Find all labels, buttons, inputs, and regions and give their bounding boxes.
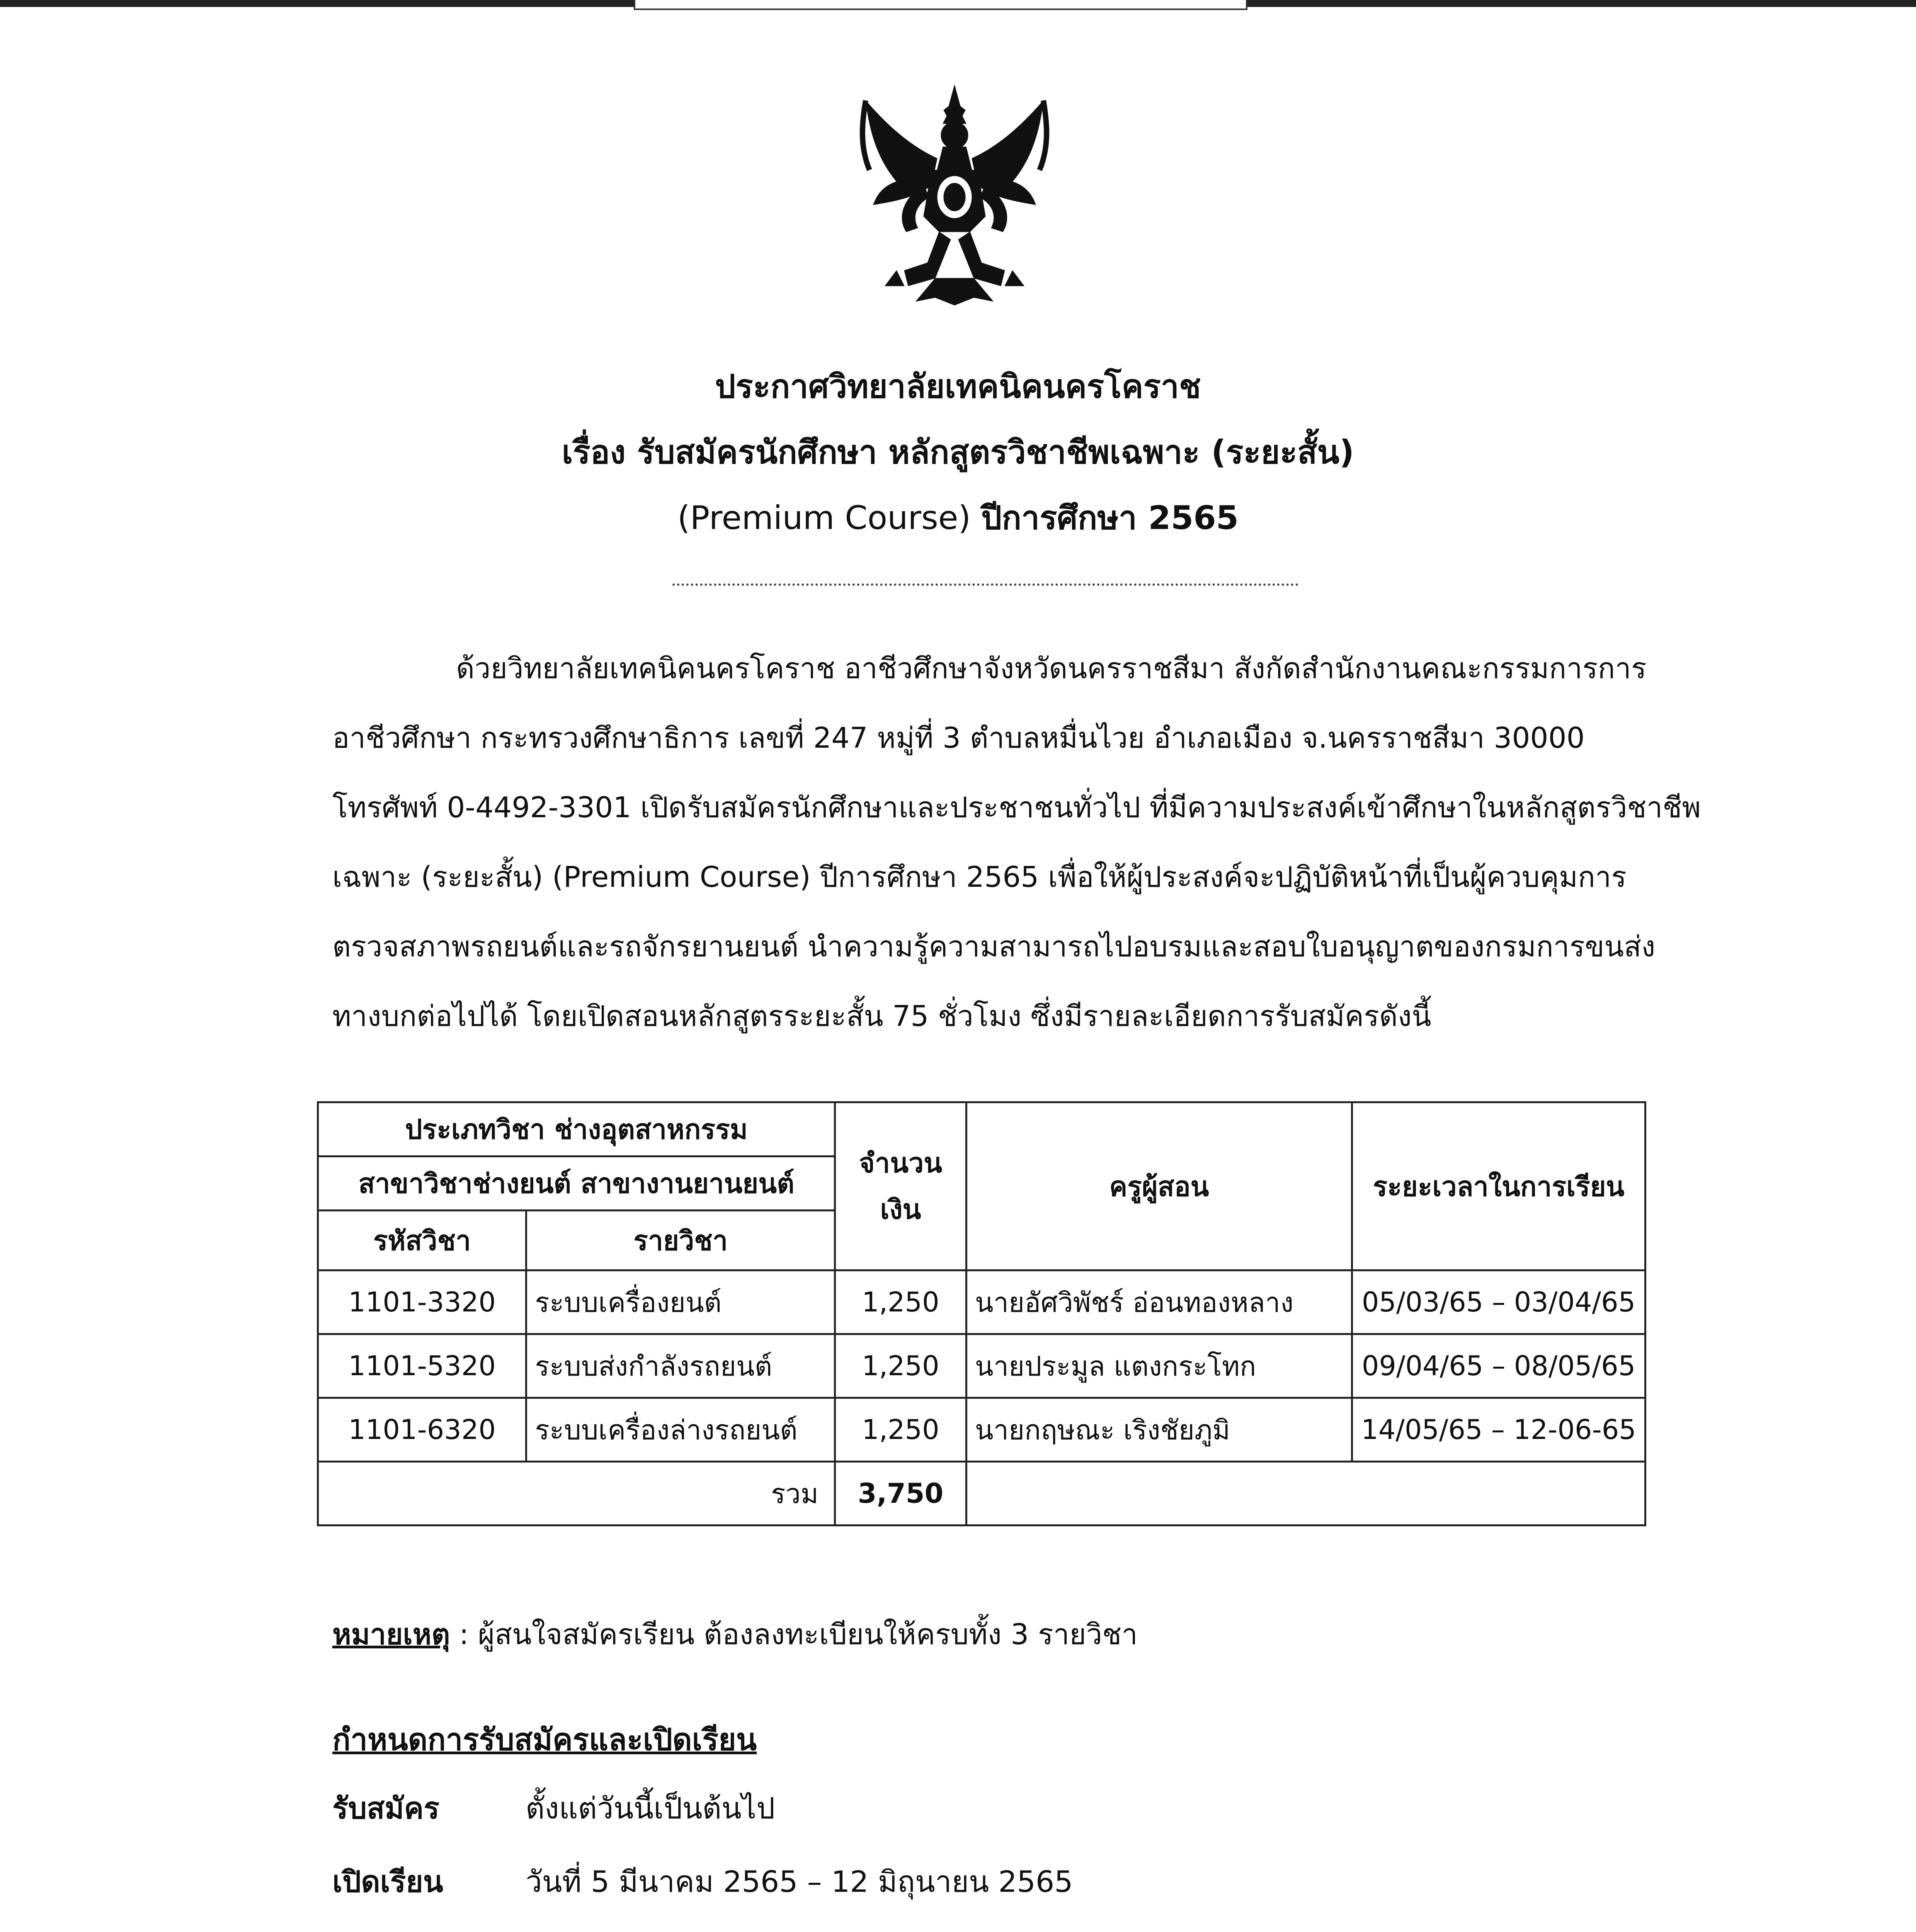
academic-year: ปีการศึกษา 2565: [981, 499, 1239, 537]
course-teacher: นายอัศวิพัชร์ อ่อนทองหลาง: [966, 1270, 1352, 1334]
open-value: วันที่ 5 มีนาคม 2565 – 12 มิถุนายน 2565: [526, 1864, 1073, 1899]
table-total-row: [318, 1462, 1645, 1526]
schedule-title: กำหนดการรับสมัครและเปิดเรียน: [332, 1723, 757, 1757]
schedule-apply: [332, 1789, 775, 1828]
header-period: ระยะเวลาในการเรียน: [1352, 1102, 1645, 1270]
table-row: [318, 1334, 1645, 1398]
remark-label: หมายเหตุ: [332, 1618, 450, 1651]
header-amount-text: จำนวน เงิน: [859, 1147, 943, 1225]
course-amount: 1,250: [835, 1334, 967, 1398]
course-code: 1101-5320: [318, 1334, 526, 1398]
total-amount: 3,750: [835, 1462, 967, 1526]
body-line-2: อาชีวศึกษา กระทรวงศึกษาธิการ เลขที่ 247 หมู่ที่ 3 ตำบลหมื่นไวย อำเภอเมือง จ.นครราชสีมา 30000: [332, 721, 1585, 755]
course-period: 14/05/65 – 12-06-65: [1352, 1398, 1645, 1462]
total-label: รวม: [318, 1462, 835, 1526]
open-label: เปิดเรียน: [332, 1864, 443, 1899]
remark-note: [332, 1615, 1138, 1654]
course-amount: 1,250: [835, 1398, 967, 1462]
schedule-open: [332, 1862, 1073, 1901]
body-line-3: โทรศัพท์ 0-4492-3301 เปิดรับสมัครนักศึกษาและประชาชนทั่วไป ที่มีความประสงค์เข้าศึกษาในหลักสูตรวิชาชีพ: [332, 791, 1701, 824]
table-header-row: [318, 1102, 1645, 1156]
body-line-6: ทางบกต่อไปได้ โดยเปิดสอนหลักสูตรระยะสั้น 75 ชั่วโมง ซึ่งมีรายละเอียดการรับสมัครดังนี้: [332, 1000, 1431, 1033]
header-major: สาขาวิชาช่างยนต์ สาขางานยานยนต์: [318, 1156, 835, 1211]
header-teacher: ครูผู้สอน: [966, 1102, 1352, 1270]
course-code: 1101-3320: [318, 1270, 526, 1334]
course-teacher: นายกฤษณะ เริงชัยภูมิ: [966, 1398, 1352, 1462]
header-category: ประเภทวิชา ช่างอุตสาหกรรม: [318, 1102, 835, 1156]
apply-value: ตั้งแต่วันนี้เป็นต้นไป: [526, 1791, 775, 1825]
apply-label: รับสมัคร: [332, 1791, 440, 1825]
course-teacher: นายประมูล แตงกระโทก: [966, 1334, 1352, 1398]
announcement-title: ประกาศวิทยาลัยเทคนิคนครโคราช: [715, 367, 1201, 405]
body-line-1: ด้วยวิทยาลัยเทคนิคนครโคราช อาชีวศึกษาจังหวัดนครราชสีมา สังกัดสำนักงานคณะกรรมการการ: [456, 652, 1647, 685]
header-amount: [835, 1102, 967, 1270]
course-subject: ระบบส่งกำลังรถยนต์: [526, 1334, 835, 1398]
course-period: 09/04/65 – 08/05/65: [1352, 1334, 1645, 1398]
scan-edge: [634, 0, 1247, 10]
course-amount: 1,250: [835, 1270, 967, 1334]
course-subject: ระบบเครื่องยนต์: [526, 1270, 835, 1334]
body-line-4: เฉพาะ (ระยะสั้น) (Premium Course) ปีการศึกษา 2565 เพื่อให้ผู้ประสงค์จะปฏิบัติหน้าที่เป็นผู้ควบคุมการ: [332, 861, 1627, 894]
dotted-divider: [672, 583, 1298, 586]
course-fee-table: [317, 1101, 1646, 1526]
remark-text: : ผู้สนใจสมัครเรียน ต้องลงทะเบียนให้ครบทั้ง 3 รายวิชา: [450, 1618, 1138, 1651]
announcement-course-year: [0, 498, 1916, 537]
course-code: 1101-6320: [318, 1398, 526, 1462]
course-name-en: (Premium Course): [677, 499, 971, 537]
course-period: 05/03/65 – 03/04/65: [1352, 1270, 1645, 1334]
announcement-subject: เรื่อง รับสมัครนักศึกษา หลักสูตรวิชาชีพเฉพาะ (ระยะสั้น): [562, 433, 1354, 471]
garuda-emblem-icon: [839, 70, 1070, 309]
total-empty-cell: [966, 1462, 1645, 1526]
table-row: [318, 1398, 1645, 1462]
body-line-5: ตรวจสภาพรถยนต์และรถจักรยานยนต์ นำความรู้ความสามารถไปอบรมและสอบใบอนุญาตของกรมการขนส่ง: [332, 930, 1656, 963]
course-subject: ระบบเครื่องล่างรถยนต์: [526, 1398, 835, 1462]
header-code: รหัสวิชา: [318, 1211, 526, 1270]
header-subject: รายวิชา: [526, 1211, 835, 1270]
table-row: [318, 1270, 1645, 1334]
